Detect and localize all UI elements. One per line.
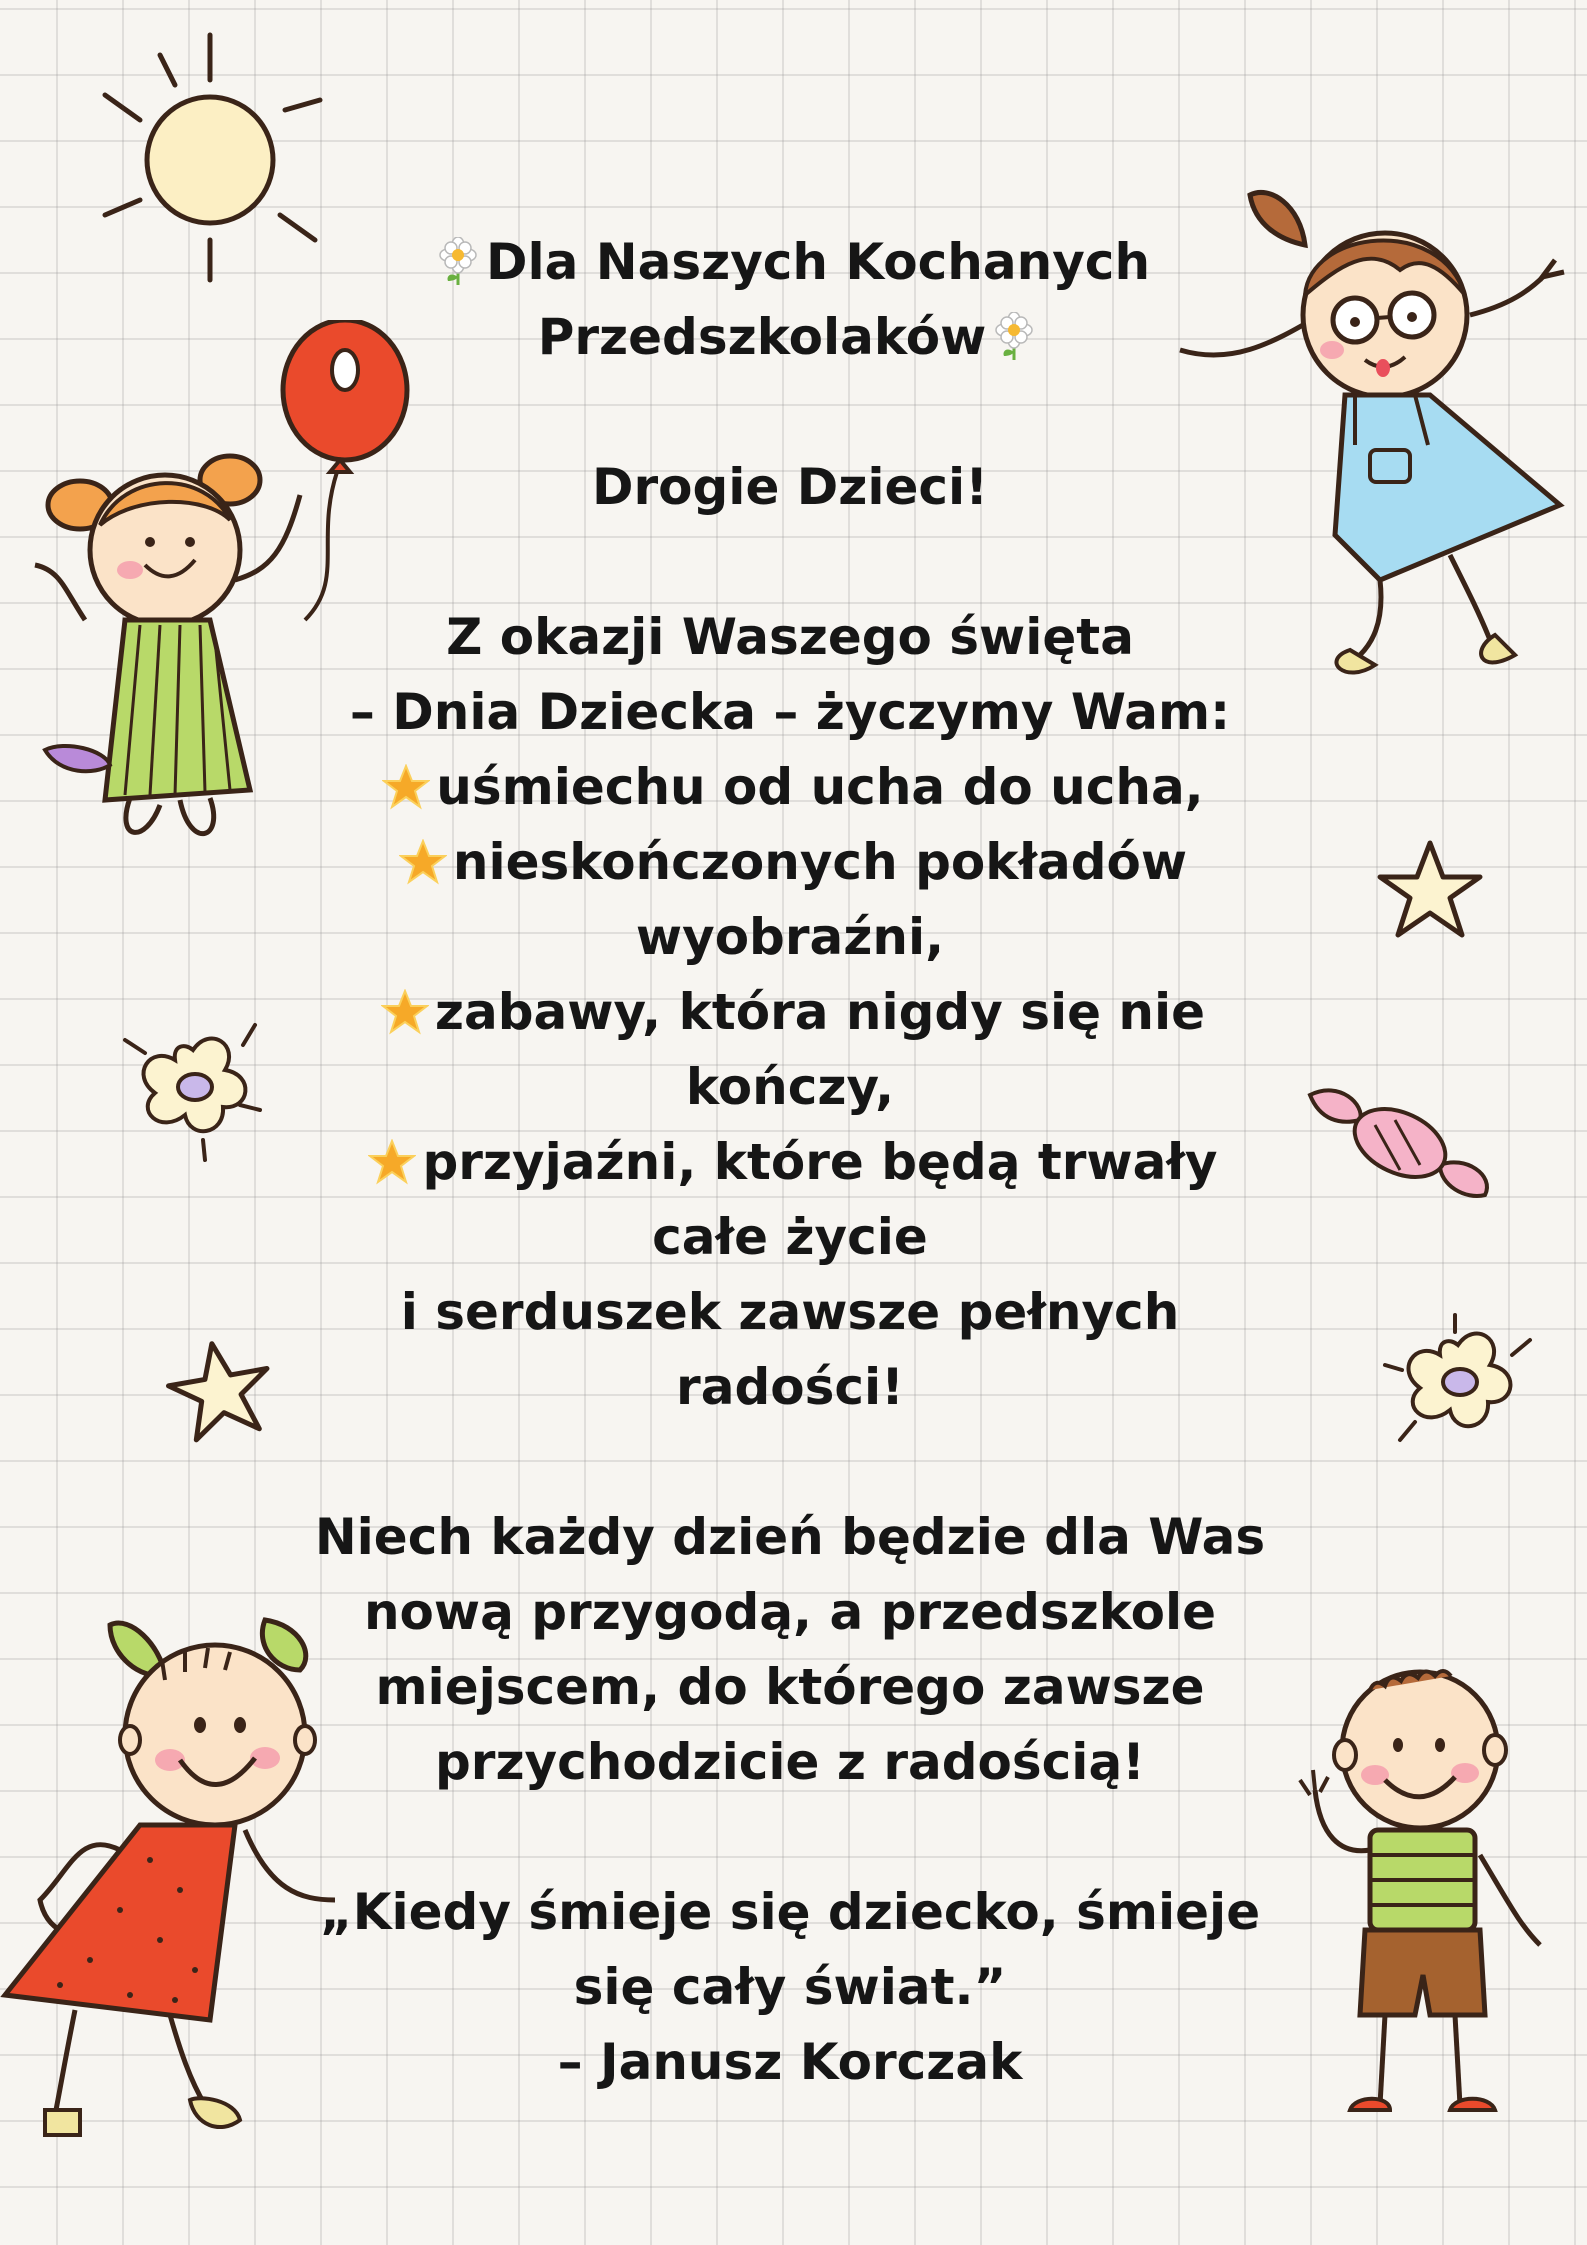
intro-line-1: Z okazji Waszego święta [446,608,1134,666]
flower-icon [992,312,1036,362]
wish-2-line-2: wyobraźni, [635,908,945,966]
wish-1: uśmiechu od ucha do ucha, [300,750,1280,825]
candy-doodle [1290,1075,1510,1205]
quote-author: – Janusz Korczak [557,2033,1023,2091]
wish-2-line-1: nieskończonych pokładów [300,825,1280,900]
letter-text [300,225,1280,2100]
title-line-1: Dla Naszych Kochanych [300,225,1280,300]
wish-4-line-1: przyjaźni, które będą trwały [300,1125,1280,1200]
closing-line-2: radości! [676,1358,904,1416]
greeting: Drogie Dzieci! [592,458,988,516]
quote-line-2: się cały świat.” [573,1958,1007,2016]
star-icon [399,839,447,885]
star-icon [382,764,430,810]
wish-3-line-2: kończy, [685,1058,895,1116]
paragraph-line-2: nową przygodą, a przedszkole [363,1583,1217,1641]
wish-3-line-1: zabawy, która nigdy się nie [300,975,1280,1050]
star-doodle [1370,835,1490,945]
flower-doodle [115,1015,275,1165]
boy-illustration [1270,1655,1570,2155]
flower-doodle [1380,1310,1540,1460]
closing-line-1: i serduszek zawsze pełnych [400,1283,1180,1341]
paragraph-line-4: przychodzicie z radością! [435,1733,1145,1791]
wish-4-line-2: całe życie [652,1208,928,1266]
paragraph-line-3: miejscem, do którego zawsze [375,1658,1205,1716]
star-icon [381,989,429,1035]
paragraph-line-1: Niech każdy dzień będzie dla Was [314,1508,1266,1566]
title-line-2: Przedszkolaków [300,300,1280,375]
quote-line-1: „Kiedy śmieje się dziecko, śmieje [319,1883,1261,1941]
flower-icon [436,237,480,287]
star-icon [368,1139,416,1185]
intro-line-2: – Dnia Dziecka – życzymy Wam: [349,683,1231,741]
star-doodle [160,1335,280,1445]
